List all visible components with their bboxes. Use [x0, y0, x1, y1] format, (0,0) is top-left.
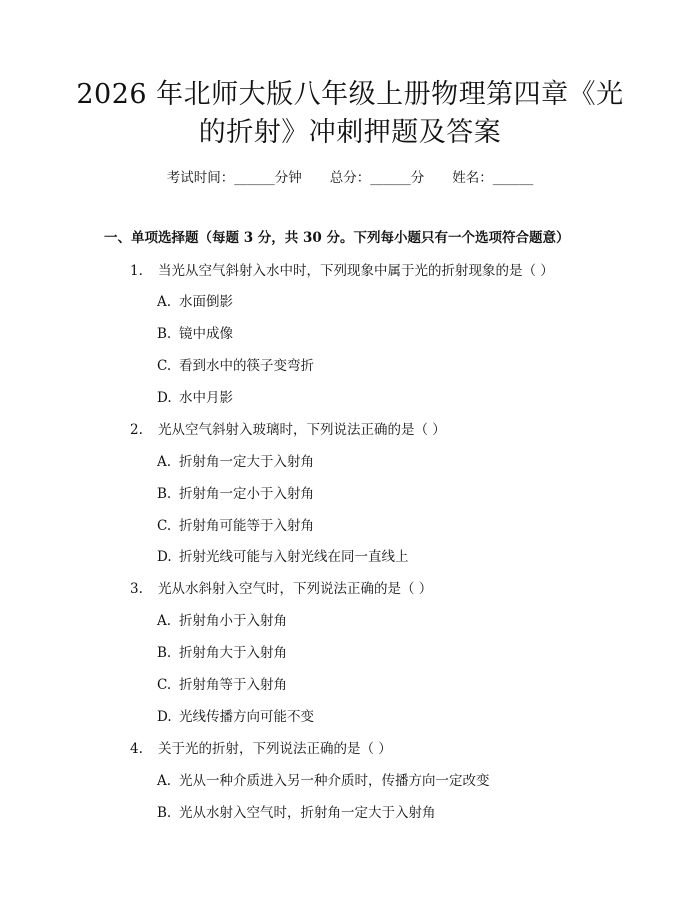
option-text: 折射角一定大于入射角	[179, 454, 314, 470]
question-1-option-a	[157, 292, 233, 312]
document-title	[60, 76, 640, 152]
question-3-option-b	[157, 643, 287, 663]
option-letter: B.	[157, 486, 172, 502]
question-1	[130, 261, 554, 281]
option-letter: D.	[157, 549, 172, 565]
option-letter: A.	[157, 294, 172, 310]
option-text: 折射角一定小于入射角	[179, 486, 314, 502]
option-letter: B.	[157, 805, 172, 821]
option-text: 折射光线可能与入射光线在同一直线上	[179, 549, 409, 565]
option-letter: A.	[157, 454, 172, 470]
question-3	[130, 579, 432, 599]
question-1-option-c	[157, 356, 314, 376]
option-letter: C.	[157, 518, 172, 534]
option-text: 水中月影	[179, 390, 233, 406]
question-4-option-b	[157, 803, 436, 823]
option-text: 光线传播方向可能不变	[179, 709, 314, 725]
question-number: 1.	[130, 263, 143, 279]
option-text: 水面倒影	[179, 294, 233, 310]
question-number: 4.	[130, 741, 143, 757]
question-3-option-c	[157, 675, 287, 695]
option-letter: C.	[157, 358, 172, 374]
option-text: 光从水射入空气时，折射角一定大于入射角	[179, 805, 436, 821]
question-2-option-b	[157, 484, 314, 504]
question-3-option-a	[157, 611, 287, 631]
option-text: 折射角可能等于入射角	[179, 518, 314, 534]
option-text: 光从一种介质进入另一种介质时，传播方向一定改变	[179, 773, 490, 789]
option-letter: D.	[157, 390, 172, 406]
option-letter: A.	[157, 773, 172, 789]
question-4-option-a	[157, 771, 490, 791]
exam-info-line	[0, 168, 700, 188]
total-score-field: 总分：______分	[329, 170, 425, 186]
question-number: 2.	[130, 422, 143, 438]
question-2	[130, 420, 446, 440]
option-text: 看到水中的筷子变弯折	[179, 358, 314, 374]
question-3-option-d	[157, 707, 314, 727]
question-4	[130, 739, 392, 759]
option-text: 折射角大于入射角	[179, 645, 287, 661]
question-2-option-d	[157, 547, 409, 567]
question-1-option-d	[157, 388, 233, 408]
title-line-1: 2026 年北师大版八年级上册物理第四章《光	[76, 79, 624, 110]
option-text: 镜中成像	[179, 326, 233, 342]
question-1-option-b	[157, 324, 233, 344]
option-text: 折射角等于入射角	[179, 677, 287, 693]
question-number: 3.	[130, 581, 143, 597]
question-2-option-a	[157, 452, 314, 472]
title-line-2: 的折射》冲刺押题及答案	[198, 117, 502, 148]
question-text: 光从空气斜射入玻璃时，下列说法正确的是（ ）	[158, 422, 446, 438]
option-letter: B.	[157, 326, 172, 342]
option-letter: C.	[157, 677, 172, 693]
exam-time-field: 考试时间：______分钟	[166, 170, 302, 186]
question-text: 光从水斜射入空气时，下列说法正确的是（ ）	[158, 581, 433, 597]
question-text: 当光从空气斜射入水中时，下列现象中属于光的折射现象的是（ ）	[158, 263, 554, 279]
option-text: 折射角小于入射角	[179, 613, 287, 629]
option-letter: B.	[157, 645, 172, 661]
option-letter: D.	[157, 709, 172, 725]
student-name-field: 姓名：______	[452, 170, 534, 186]
option-letter: A.	[157, 613, 172, 629]
section-heading: 一、单项选择题（每题 3 分，共 30 分。下列每小题只有一个选项符合题意）	[104, 230, 570, 246]
question-text: 关于光的折射，下列说法正确的是（ ）	[158, 741, 392, 757]
question-2-option-c	[157, 516, 314, 536]
